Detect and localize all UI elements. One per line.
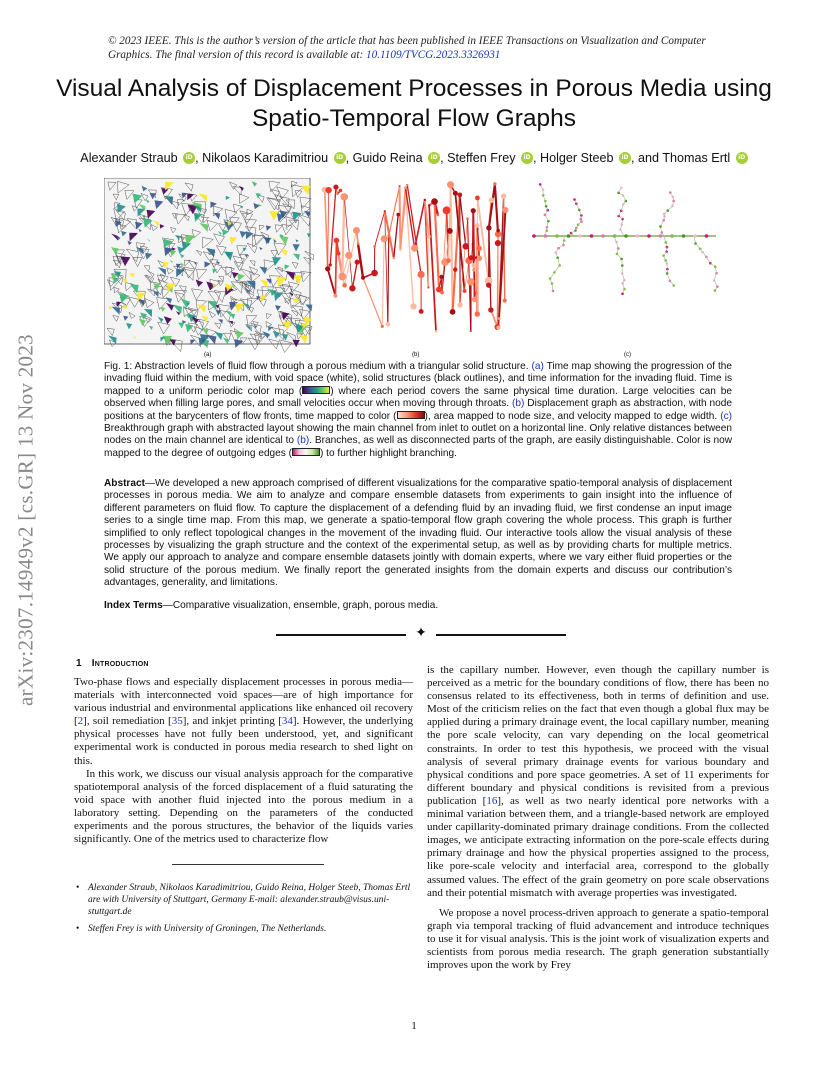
branch-node	[570, 232, 573, 235]
citation-link[interactable]: 34	[281, 715, 293, 728]
channel-node	[659, 234, 663, 238]
graph-node	[336, 193, 338, 195]
author-name: Nikolaos Karadimitriou	[202, 151, 332, 165]
graph-node	[384, 210, 386, 212]
branch-node	[672, 196, 675, 199]
graph-node	[443, 206, 451, 214]
graph-node	[435, 330, 438, 333]
graph-node	[503, 299, 507, 303]
graph-node	[371, 270, 378, 277]
graph-node	[453, 191, 458, 196]
divider-line	[276, 634, 406, 636]
graph-node	[439, 275, 443, 279]
channel-node	[670, 234, 674, 238]
graph-node	[373, 245, 376, 248]
graph-node	[486, 225, 491, 230]
graph-node	[469, 255, 474, 260]
channel-node	[682, 234, 686, 238]
branch-node	[578, 209, 581, 212]
panel-label-b: (b)	[412, 352, 420, 358]
body-paragraph: We propose a novel process-driven approach to generate a spatio-temporal graph via temporal tracking of fluid advancement and introduce techniques to use it for visual analysis. This is the joint work of visualization experts and scientists from porous media research. The graph generation substantially improves upon the work by Frey	[427, 906, 769, 972]
graph-node	[457, 193, 462, 198]
graph-node	[463, 289, 467, 293]
displacement-graph-panel	[322, 181, 509, 332]
graph-node	[472, 297, 477, 302]
graph-edge	[460, 195, 466, 246]
graph-node	[410, 303, 416, 309]
graph-node	[475, 223, 480, 228]
branch-node	[673, 284, 676, 287]
reds-colormap-icon	[397, 411, 425, 419]
graph-node	[466, 217, 469, 220]
graph-edge	[388, 236, 389, 325]
graph-edge	[405, 188, 414, 248]
caption-ref-a[interactable]: (a)	[531, 361, 544, 372]
orcid-icon[interactable]	[619, 152, 631, 164]
graph-node	[399, 185, 401, 187]
arxiv-stamp	[6, 280, 46, 760]
author-separator: ,	[440, 151, 448, 165]
graph-node	[498, 317, 501, 320]
graph-node	[333, 184, 338, 189]
author-list	[20, 151, 808, 165]
caption-text: ), area mapped to node size, and velocity mapped to edge width.	[424, 410, 718, 422]
author-separator: ,	[195, 151, 203, 165]
breakthrough-graph-panel	[532, 183, 719, 295]
doi-link[interactable]: 10.1109/TVCG.2023.3326931	[366, 49, 501, 61]
orcid-icon[interactable]	[334, 152, 346, 164]
graph-node	[353, 227, 360, 234]
graph-node	[340, 193, 348, 201]
branch-node	[621, 293, 624, 296]
graph-node	[381, 235, 388, 242]
graph-node	[428, 204, 430, 206]
copyright-notice	[108, 34, 728, 62]
graph-node	[440, 291, 444, 295]
branch-node	[552, 290, 555, 293]
graph-node	[325, 266, 330, 271]
graph-node	[503, 207, 509, 213]
graph-node	[345, 252, 352, 259]
citation-link[interactable]: 16	[486, 794, 498, 807]
author-name: Guido Reina	[352, 151, 427, 165]
footnote-rule	[172, 864, 324, 865]
graph-node	[349, 285, 355, 291]
channel-node	[578, 234, 582, 238]
graph-node	[493, 182, 496, 185]
graph-edge	[465, 261, 469, 291]
periodic-colormap-icon	[302, 386, 330, 394]
caption-text: Fig. 1: Abstraction levels of fluid flow through a porous medium with a triangular solid structure.	[104, 361, 529, 372]
graph-node	[419, 309, 424, 314]
graph-node	[361, 276, 365, 280]
graph-node	[462, 243, 469, 250]
graph-node	[477, 255, 483, 261]
section-heading	[76, 658, 149, 669]
channel-node	[590, 234, 594, 238]
panel-label-c: (c)	[624, 352, 631, 358]
caption-ref-b[interactable]: (b)	[512, 398, 525, 410]
caption-text: Time map showing the progression of the invading fluid within the medium, with void space (white), solid structures (black outlines), and time information for the invading fluid. Time is mapped to a uniform periodic color map (	[104, 361, 732, 397]
paper-title: Visual Analysis of Displacement Processes in Porous Media using Spatio-Temporal Flow Graphs	[56, 75, 772, 132]
channel-node	[624, 234, 628, 238]
caption-text: ) where each period covers the same physical time duration. Large velocities can be observed when filling large pores, and small velocities occur when moving through throats.	[104, 385, 732, 410]
pink-green-colormap-icon	[292, 448, 320, 456]
index-terms-heading: Index Terms	[104, 600, 163, 611]
graph-node	[334, 238, 340, 244]
graph-node	[488, 307, 493, 312]
footnote-affiliation-stuttgart: • Alexander Straub, Nikolaos Karadimitriou, Guido Reina, Holger Steeb, Thomas Ertl are with University of Stuttgart, Germany E-mail: alexander.straub@visus.uni-stuttgart.de	[76, 882, 416, 918]
branch-node	[666, 272, 669, 275]
graph-edge	[473, 211, 474, 300]
caption-text: Breakthrough graph with abstracted layout showing the main channel from inlet to outlet on a horizontal line. Only relative distances between nodes on the main channel are identical to	[104, 423, 732, 447]
citation-link[interactable]: 35	[171, 715, 183, 728]
teaser-figure	[104, 178, 724, 362]
graph-node	[329, 263, 332, 266]
graph-node	[472, 263, 477, 268]
caption-text: . Branches, as well as disconnected parts of the graph, are easily distinguishable. Color is now mapped to the degree of outgoing edges (	[104, 435, 733, 459]
caption-ref-b[interactable]: (b)	[296, 435, 310, 447]
graph-node	[450, 309, 456, 315]
graph-node	[476, 287, 478, 289]
graph-node	[411, 245, 418, 252]
author-name: Steffen Frey	[447, 151, 519, 165]
orcid-icon[interactable]	[521, 152, 533, 164]
footnotes	[76, 882, 416, 940]
author-separator: ,	[533, 151, 540, 165]
graph-node	[437, 214, 440, 217]
graph-node	[325, 187, 331, 193]
graph-node	[417, 271, 424, 278]
graph-node	[336, 251, 340, 255]
copyright-notice-text: © 2023 IEEE. This is the author’s version of the article that has been published in IEEE Transactions on Visualization and Computer Graphics. The final version of this record is available at:	[108, 35, 706, 61]
graph-node	[453, 267, 457, 271]
channel-node	[532, 234, 536, 238]
author-separator: , and	[631, 151, 663, 165]
caption-text: ) to further highlight branching.	[320, 447, 457, 459]
intro-paragraph: Two-phase flows and especially displacement processes in porous media—materials with interconnected void spaces—are of high importance for various industrial and environmental applications like enhanced oil recovery [2], soil remediation [35], and inkjet printing [34]. However, the underlying physical processes have not fully been understood, yet, and significant experimental work is conducted in porous media research to shed light on this.	[74, 676, 414, 767]
caption-ref-c[interactable]: (c)	[720, 410, 732, 422]
branch-node	[623, 279, 626, 282]
graph-edge	[489, 184, 495, 228]
branch-node	[662, 254, 665, 257]
graph-node	[486, 282, 491, 287]
divider-line	[436, 634, 566, 636]
graph-node	[404, 186, 407, 189]
graph-node	[501, 193, 506, 198]
graph-node	[333, 294, 337, 298]
index-terms	[104, 600, 732, 611]
branch-node	[714, 289, 717, 292]
orcid-icon[interactable]	[736, 152, 748, 164]
graph-edge	[335, 240, 336, 295]
graph-node	[470, 330, 472, 332]
graph-node	[338, 273, 346, 281]
page-number: 1	[411, 1020, 417, 1032]
caption-text: Displacement graph as abstraction, with node positions at the barycenters of flow fronts, time mapped to color (	[104, 398, 732, 422]
divider-star-icon: ✦	[415, 626, 427, 641]
graph-node	[357, 243, 360, 246]
arxiv-stamp-text: arXiv:2307.14949v2 [cs.GR] 13 Nov 2023	[13, 334, 38, 706]
graph-edge	[325, 190, 328, 269]
graph-node	[467, 278, 474, 285]
abstract-text: —We developed a new approach comprised of different visualizations for the comparative spatio-temporal analysis of displacement processes in porous media. We aim to analyze and compare ensemble datasets from experiments to gain insight into the influence of different parameters on fluid flow. To capture the displacement of a defending fluid by an invading fluid, we first condense an input image series to a single time map. From this map, we generate a spatio-temporal flow graph covering the whole process. This graph is further simplified to only reflect topological changes in the movement of the invading fluid. Our interactive tools allow the visual analysis of these processes by visualizing the graph structure and the context of the experimental setup, as well as by providing charts for multiple metrics. We apply our approach to analyze and compare ensemble datasets jointly with domain experts, where we vary either fluid properties or the solid structure of the porous medium. We finally report the generated insights from the domain experts and discuss our contribution’s advantages, generality, and limitations.	[104, 478, 732, 589]
channel-node	[647, 234, 651, 238]
branch-node	[539, 183, 542, 186]
figure-caption	[104, 361, 732, 460]
graph-edge	[442, 210, 447, 292]
channel-node	[567, 234, 571, 238]
graph-node	[342, 283, 347, 288]
author-separator: ,	[345, 151, 353, 165]
section-number: 1	[76, 658, 82, 669]
graph-node	[399, 249, 401, 251]
graph-edge	[495, 184, 498, 234]
section-title: Introduction	[91, 658, 149, 669]
citation-link[interactable]: 2	[77, 715, 84, 728]
graph-node	[339, 189, 343, 193]
footnote-affiliation-groningen: • Steffen Frey is with University of Groningen, The Netherlands.	[76, 923, 416, 935]
graph-node	[381, 325, 384, 328]
right-column	[427, 664, 769, 972]
graph-node	[472, 268, 475, 271]
channel-node	[636, 234, 640, 238]
graph-node	[406, 184, 408, 186]
abstract-heading: Abstract	[104, 478, 145, 489]
index-terms-text: —Comparative visualization, ensemble, graph, porous media.	[162, 600, 439, 611]
graph-edge	[352, 262, 357, 288]
graph-node	[489, 197, 495, 203]
branch-node	[620, 187, 623, 190]
graph-node	[472, 242, 474, 244]
graph-edge	[451, 185, 453, 312]
graph-node	[475, 311, 480, 316]
graph-edge	[477, 198, 488, 281]
figure-panels	[104, 178, 724, 362]
graph-node	[431, 198, 438, 205]
channel-node	[555, 234, 559, 238]
graph-node	[396, 213, 400, 217]
graph-node	[355, 260, 360, 265]
orcid-icon[interactable]	[183, 152, 195, 164]
branch-node	[573, 198, 576, 201]
graph-node	[393, 257, 395, 259]
orcid-icon[interactable]	[428, 152, 440, 164]
channel-node	[601, 234, 605, 238]
section-divider	[276, 626, 566, 642]
panel-label-a: (a)	[204, 352, 212, 358]
graph-node	[496, 326, 500, 330]
graph-edge	[328, 190, 329, 269]
graph-node	[446, 258, 451, 263]
channel-node	[693, 234, 697, 238]
branch-edge	[554, 265, 559, 272]
graph-edge	[363, 278, 382, 327]
graph-node	[424, 199, 426, 201]
graph-edge	[453, 195, 460, 312]
author-name: Holger Steeb	[540, 151, 618, 165]
author-name: Thomas Ertl	[662, 151, 734, 165]
channel-node	[613, 234, 617, 238]
graph-edge	[328, 269, 336, 296]
graph-node	[476, 246, 481, 251]
graph-node	[387, 234, 390, 237]
graph-edge	[330, 187, 336, 265]
body-paragraph: is the capillary number. However, even though the capillary number is perceived as a metric for the boundary conditions of flow, there has been no consensus related to its effectiveness, both in terms of definition and use. Most of the criticism relies on the fact that even though a global flux may be applied during a primary drainage event, the local capillary number, meaning the pore scale velocity, can vary depending on the local geometrical constraints. In order to test this hypothesis, we proceed with the visual analysis of several primary drainage events for various boundary and physical conditions and pore space geometries. A set of 11 experiments for different boundary and physical conditions is revisited from a previous publication [16], as well as two nearly identical pore networks with a minimal variation between them, and a triangle-based network are employed under capillarity-dominated primary drainage conditions. From the collected images, we anticipate extracting information on the pore-scale effects during primary drainage and how the physical properties assigned to the process, like pore-scale velocity and interfacial area, correspond to the globally assumed values. The effect of the grain geometry on pore scale observations and their potential mismatch with average properties was investigated.	[427, 664, 770, 899]
graph-edge	[415, 200, 425, 248]
graph-edge	[394, 215, 398, 259]
graph-edge	[342, 197, 344, 277]
channel-node	[544, 234, 548, 238]
branch-node	[669, 191, 672, 194]
graph-node	[427, 235, 431, 239]
graph-edge	[389, 186, 400, 236]
graph-node	[496, 229, 500, 233]
branch-node	[575, 202, 578, 205]
graph-node	[427, 286, 429, 288]
author-name: Alexander Straub	[80, 151, 182, 165]
graph-node	[447, 228, 453, 234]
graph-node	[447, 181, 454, 188]
graph-edge	[382, 239, 384, 327]
left-column	[74, 676, 413, 846]
graph-node	[475, 196, 480, 201]
graph-node	[385, 322, 390, 327]
intro-paragraph: In this work, we discuss our visual analysis approach for the comparative spatiotemporal analysis of the forced displacement of a fluid saturating the void space with another fluid injected into the porous medium in a laboratory setting. Depending on the parameters of the conducted experiments and the porous structures, the behavior of the liquids varies significantly. One of the metrics used to characterize flow	[74, 767, 413, 846]
graph-node	[457, 303, 462, 308]
time-map-panel	[104, 178, 314, 352]
graph-edge	[400, 186, 401, 250]
graph-node	[471, 208, 476, 213]
graph-node	[495, 240, 501, 246]
channel-node	[705, 234, 709, 238]
abstract	[104, 478, 732, 590]
